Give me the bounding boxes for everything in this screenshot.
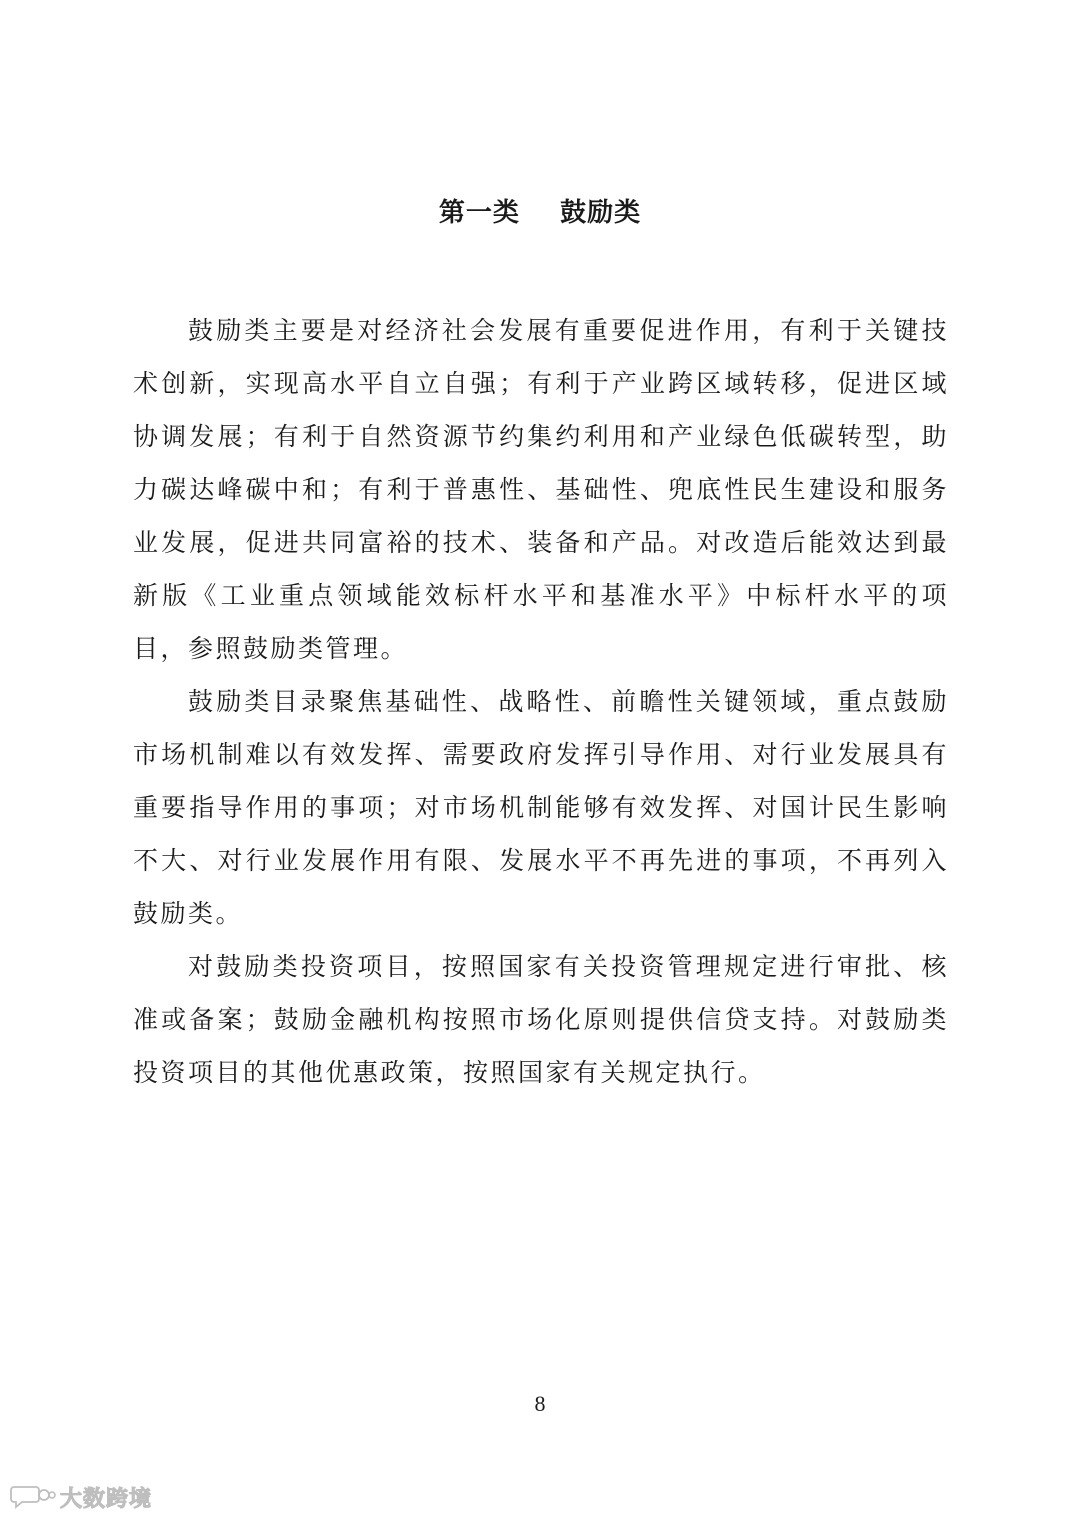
- paragraph-1: 鼓励类主要是对经济社会发展有重要促进作用，有利于关键技术创新，实现高水平自立自强；有利于产业跨区域转移，促进区域协调发展；有利于自然资源节约集约利用和产业绿色低碳转型，助力碳达峰碳中和；有利于普惠性、基础性、兜底性民生建设和服务业发展，促进共同富裕的技术、装备和产品。对改造后能效达到最新版《工业重点领域能效标杆水平和基准水平》中标杆水平的项目，参照鼓励类管理。: [133, 316, 949, 663]
- watermark: [10, 1482, 152, 1513]
- section-heading: 第一类 鼓励类: [438, 198, 642, 228]
- page-number: 8: [534, 1391, 546, 1416]
- paragraph-2: 鼓励类目录聚焦基础性、战略性、前瞻性关键领域，重点鼓励市场机制难以有效发挥、需要政府发挥引导作用、对行业发展具有重要指导作用的事项；对市场机制能够有效发挥、对国计民生影响不大、对行业发展作用有限、发展水平不再先进的事项，不再列入鼓励类。: [133, 687, 949, 928]
- watermark-text: 大数跨境: [60, 1487, 153, 1512]
- paragraph-3: 对鼓励类投资项目，按照国家有关投资管理规定进行审批、核准或备案；鼓励金融机构按照市场化原则提供信贷支持。对鼓励类投资项目的其他优惠政策，按照国家有关规定执行。: [133, 952, 949, 1087]
- body-text: [133, 304, 949, 1099]
- chat-bubble-logo-icon: [10, 1483, 56, 1513]
